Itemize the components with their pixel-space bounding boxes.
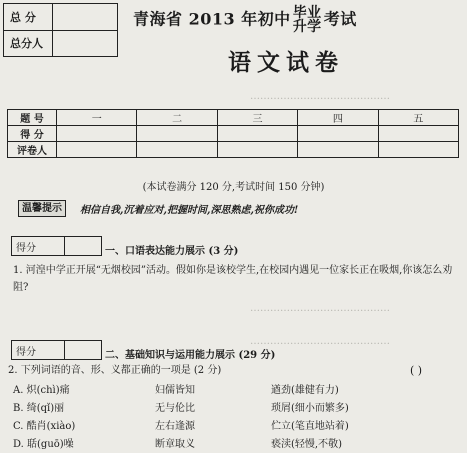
section1-score-cell[interactable] [65, 237, 102, 256]
tip-text: 相信自我,沉着应对,把握时间,深思熟虑,祝你成功! [80, 205, 299, 216]
total-scorer-cell[interactable] [53, 30, 118, 57]
section2-score-label: 得分 [12, 341, 65, 360]
bleed-through-text: …………………………………… [250, 336, 390, 347]
option-d-word1: D. 聒(guō)噪 [13, 439, 74, 450]
tip-label: 温馨提示 [18, 200, 66, 217]
option-b-word3: 琐屑(细小而繁多) [271, 403, 349, 414]
score-table-header: 一 [57, 110, 137, 126]
option-d-word3: 亵渎(轻慢,不敬) [271, 439, 342, 450]
score-cell[interactable] [217, 126, 297, 142]
section2-score-cell[interactable] [65, 341, 102, 360]
bleed-through-text: …………………………………… [250, 91, 390, 102]
exam-title-stack [293, 6, 322, 34]
score-cell[interactable] [378, 126, 458, 142]
score-table-row [8, 142, 459, 158]
exam-title-stack-top: 毕业 [292, 5, 322, 21]
grader-cell[interactable] [298, 142, 378, 158]
option-a-word1: A. 炽(chì)痛 [13, 385, 70, 396]
question-1: 1. 河湟中学正开展“无烟校园”活动。假如你是该校学生,在校园内遇见一位家长正在吸烟,你该怎么劝阻? [13, 265, 453, 293]
option-c-word2: 左右逢源 [155, 421, 195, 432]
option-c-word1: C. 酷肖(xiào) [13, 421, 76, 432]
grader-cell[interactable] [57, 142, 137, 158]
section1-heading: 一、口语表达能力展示 (3 分) [105, 246, 239, 257]
exam-subtitle: 语文试卷 [228, 49, 344, 76]
score-row-label: 得 分 [8, 126, 57, 142]
score-cell[interactable] [137, 126, 217, 142]
option-d-word2: 断章取义 [155, 439, 195, 450]
option-a-word3: 遒劲(雄健有力) [271, 385, 339, 396]
option-b-word1: B. 绮(qǐ)丽 [13, 403, 65, 414]
total-score-box [3, 3, 118, 57]
exam-title-post: 考试 [323, 9, 357, 29]
answer-paren[interactable]: ( ) [410, 364, 423, 377]
score-table-row [8, 126, 459, 142]
section1-score-box [11, 236, 102, 256]
score-cell[interactable] [298, 126, 378, 142]
grader-cell[interactable] [217, 142, 297, 158]
exam-note: (本试卷满分 120 分,考试时间 150 分钟) [142, 182, 325, 193]
score-table-header-row [8, 110, 459, 126]
section2-score-box [11, 340, 102, 360]
total-score-cell[interactable] [53, 4, 118, 31]
score-table-header: 四 [298, 110, 378, 126]
grader-cell[interactable] [137, 142, 217, 158]
section1-score-label: 得分 [12, 237, 65, 256]
section2-heading: 二、基础知识与运用能力展示 (29 分) [105, 350, 276, 361]
score-table-header: 三 [217, 110, 297, 126]
bleed-through-text: …………………………………… [250, 303, 390, 314]
total-score-label: 总 分 [4, 4, 53, 31]
option-a-word2: 妇儒皆知 [155, 385, 195, 396]
score-table [7, 109, 459, 158]
question-2: 2. 下列词语的音、形、义都正确的一项是 (2 分) [8, 365, 222, 376]
exam-title-stack-bottom: 升学 [292, 19, 322, 35]
score-cell[interactable] [57, 126, 137, 142]
score-table-header: 五 [378, 110, 458, 126]
option-b-word2: 无与伦比 [155, 403, 195, 414]
exam-title-pre: 青海省 2013 年初中 [133, 9, 291, 29]
exam-title [133, 6, 357, 34]
option-c-word3: 伫立(笔直地站着) [271, 421, 349, 432]
total-scorer-label: 总分人 [4, 30, 53, 57]
grader-row-label: 评卷人 [8, 142, 57, 158]
score-table-header: 二 [137, 110, 217, 126]
grader-cell[interactable] [378, 142, 458, 158]
score-table-header: 题 号 [8, 110, 57, 126]
